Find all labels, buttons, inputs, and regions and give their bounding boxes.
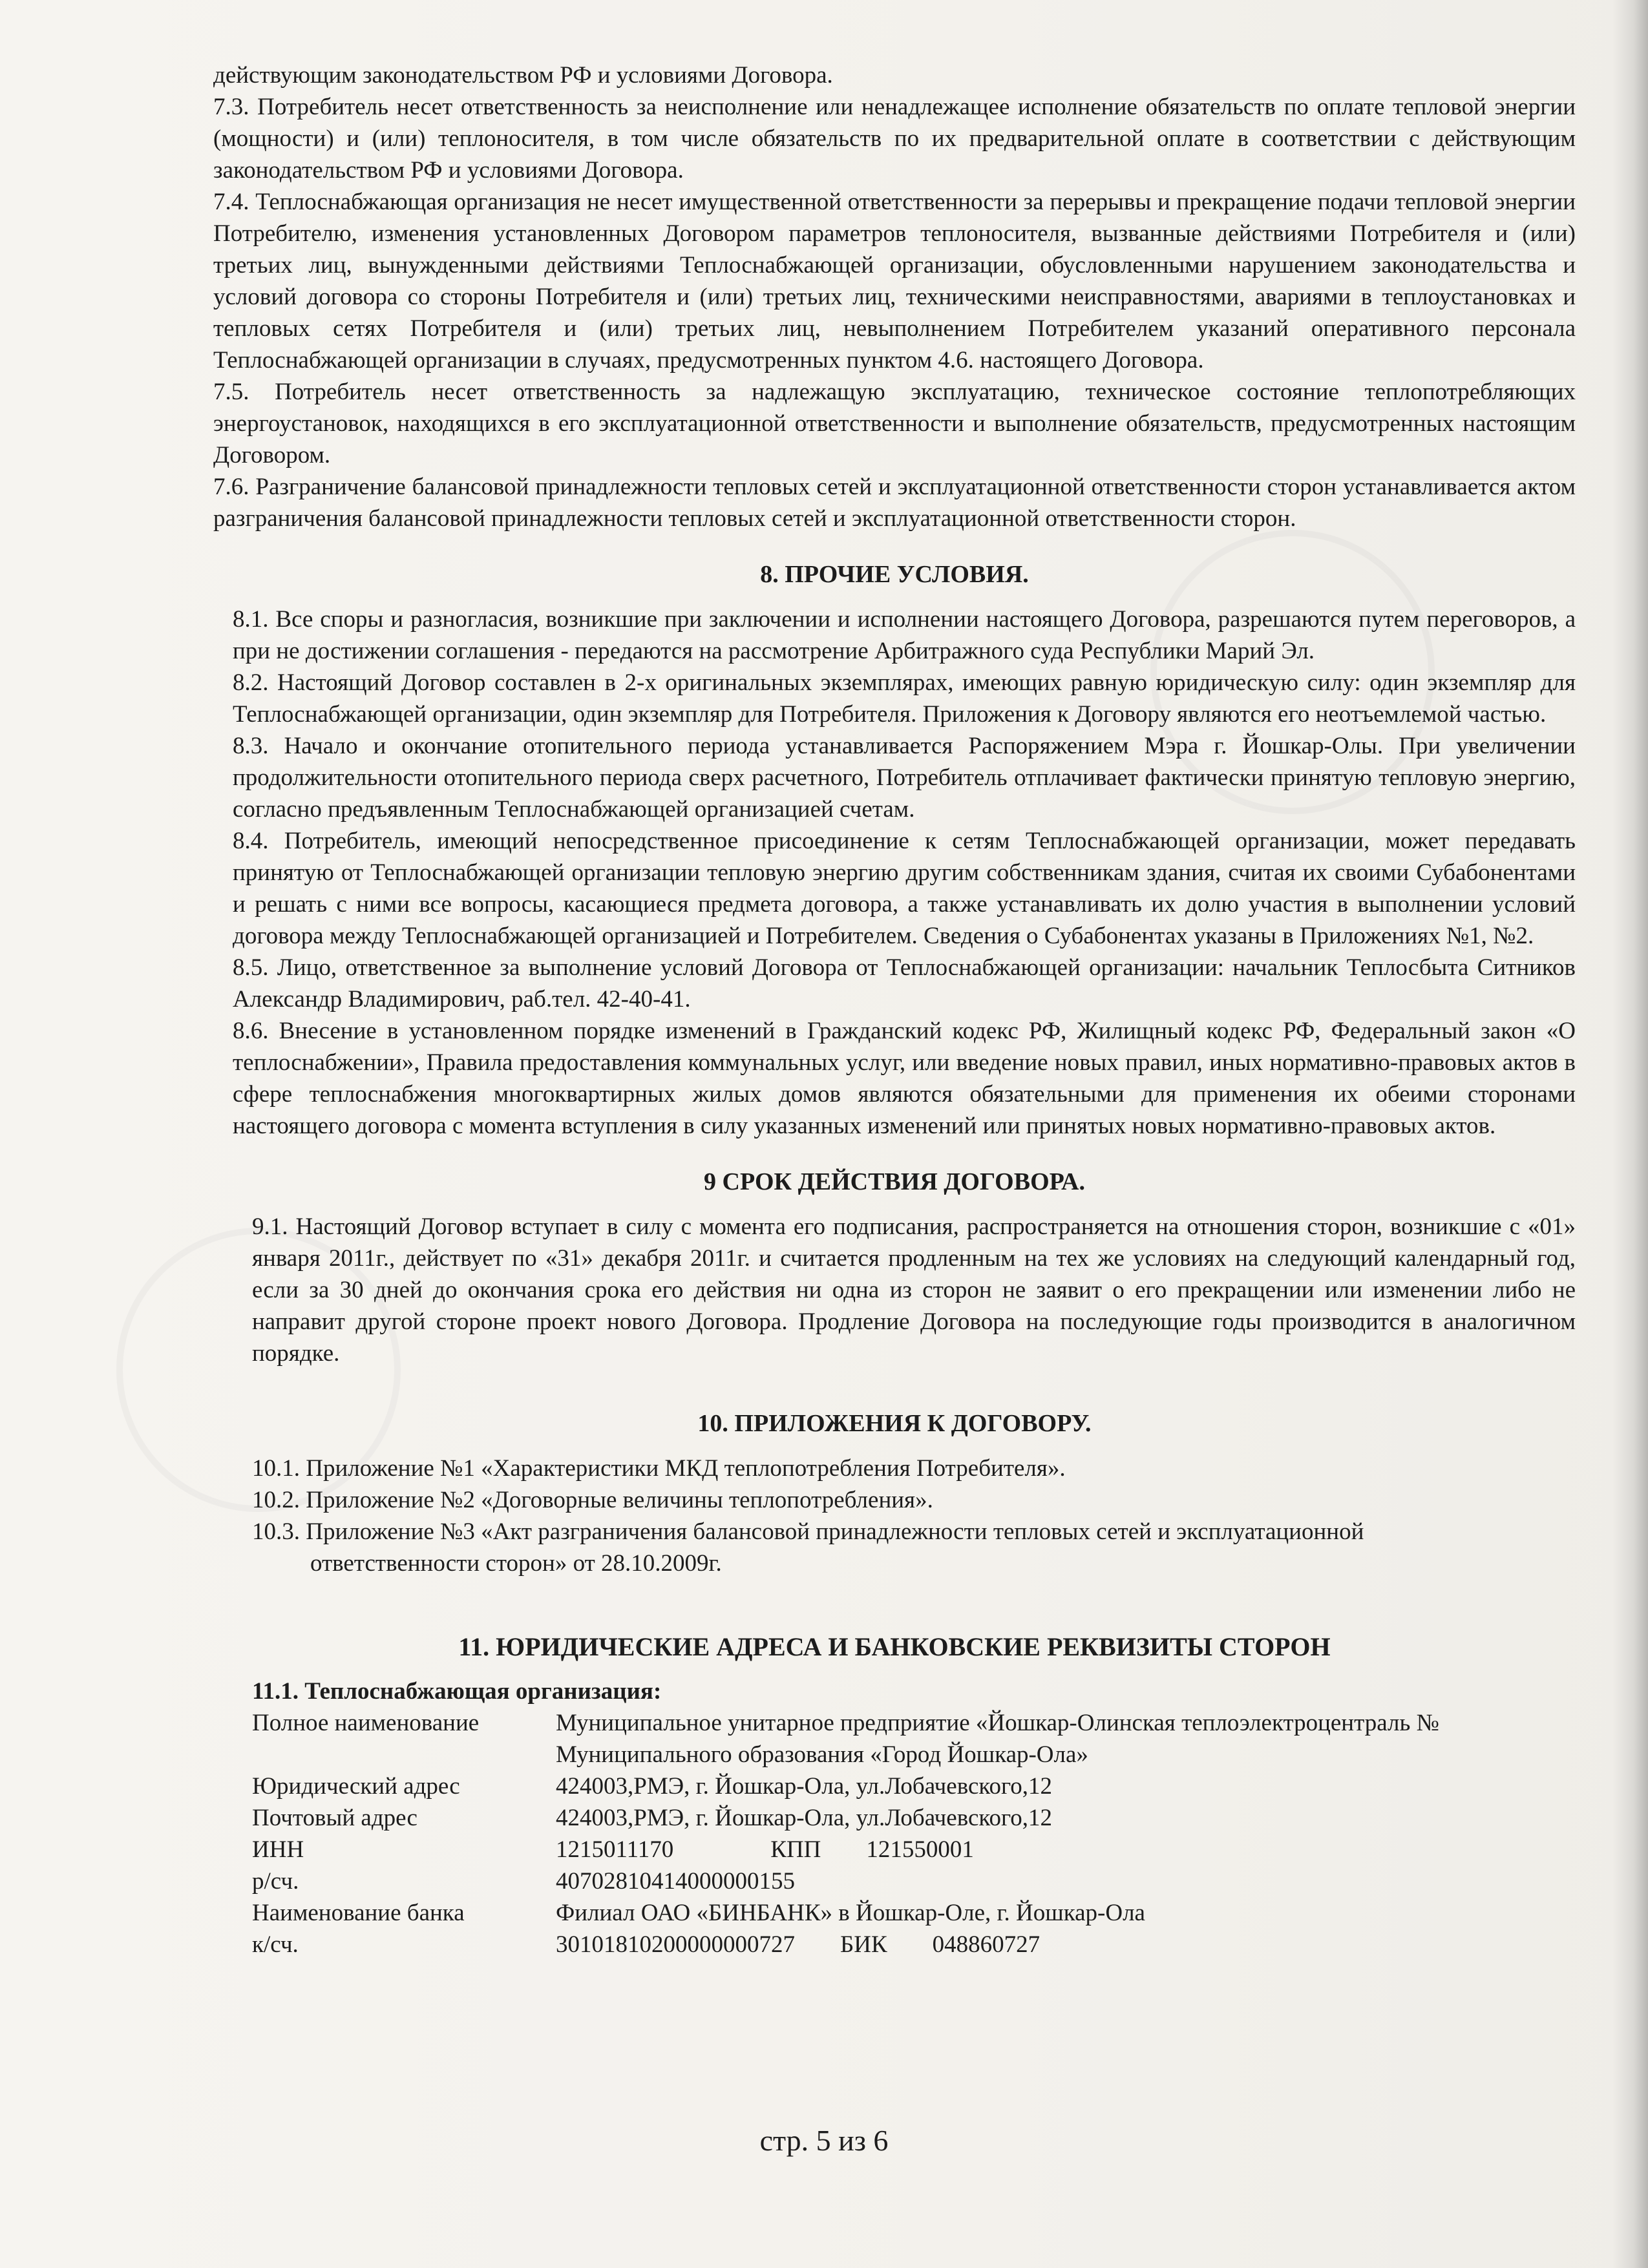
requisite-label: Полное наименование [252, 1710, 480, 1736]
paragraph: 7.5. Потребитель несет ответственность за надлежащую эксплуатацию, техническое состояние теплопотребляющих энергоустановок, находящихся в его эксплуатационной ответственности и выполнение обязательств, предусмотренных настоящим Договором. [213, 379, 1576, 468]
section-title: 11. ЮРИДИЧЕСКИЕ АДРЕСА И БАНКОВСКИЕ РЕКВИЗИТЫ СТОРОН [458, 1632, 1331, 1661]
paragraph: действующим законодательством РФ и условиями Договора. [213, 62, 833, 89]
ks-value: 30101810200000000727 [556, 1931, 795, 1958]
list-item: 10.3. Приложение №3 «Акт разграничения балансовой принадлежности тепловых сетей и эксплуатационной [252, 1518, 1364, 1545]
requisite-label: Наименование банка [252, 1900, 465, 1926]
paragraph: 8.6. Внесение в установленном порядке изменений в Гражданский кодекс РФ, Жилищный кодекс РФ, Федеральный закон «О теплоснабжении», Правила предоставления коммунальных услуг, или введение новых правил, иных нормативно-правовых актов в сфере теплоснабжения многоквартирных жилых домов являются обязательными для применения их обеими сторонами настоящего договора с момента вступления в силу указанных изменений или принятых новых нормативно-правовых актов. [233, 1018, 1576, 1139]
list-item: 10.2. Приложение №2 «Договорные величины теплопотребления». [252, 1487, 933, 1513]
paragraph: 8.2. Настоящий Договор составлен в 2-х оригинальных экземплярах, имеющих равную юридическую силу: один экземпляр для Теплоснабжающей организации, один экземпляр для Потребителя. Приложения к Договору являются его неотъемлемой частью. [233, 669, 1576, 728]
requisite-label: к/сч. [252, 1931, 299, 1958]
paragraph: 8.1. Все споры и разногласия, возникшие при заключении и исполнении настоящего Договора, разрешаются путем переговоров, а при не достижении соглашения - передаются на рассмотрение Арбитражного суда Республики Марий Эл. [233, 606, 1576, 664]
requisite-value: Муниципального образования «Город Йошкар-Ола» [556, 1741, 1088, 1768]
list-item: 10.1. Приложение №1 «Характеристики МКД теплопотребления Потребителя». [252, 1455, 1066, 1482]
requisite-label: р/сч. [252, 1868, 299, 1895]
paragraph: 8.5. Лицо, ответственное за выполнение условий Договора от Теплоснабжающей организации: начальник Теплосбыта Ситников Александр Владимирович, раб.тел. 42-40-41. [233, 954, 1576, 1013]
requisite-value: Муниципальное унитарное предприятие «Йошкар-Олинская теплоэлектроцентраль № [556, 1710, 1439, 1736]
document-body [213, 59, 1576, 1960]
inn-value: 1215011170 [556, 1836, 674, 1863]
requisite-value: 424003,РМЭ, г. Йошкар-Ола, ул.Лобачевского,12 [556, 1773, 1052, 1800]
paragraph: 7.6. Разграничение балансовой принадлежности тепловых сетей и эксплуатационной ответственности сторон устанавливается актом разграничения балансовой принадлежности тепловых сетей и эксплуатационной ответственности сторон. [213, 474, 1576, 532]
kpp-value: 121550001 [866, 1836, 974, 1863]
section-title: 10. ПРИЛОЖЕНИЯ К ДОГОВОРУ. [697, 1410, 1092, 1437]
paragraph: 9.1. Настоящий Договор вступает в силу с момента его подписания, распространяется на отношения сторон, возникшие с «01» января 2011г., действует по «31» декабря 2011г. и считается продленным на тех же условиях на следующий календарный год, если за 30 дней до окончания срока его действия ни одна из сторон не заявит о его прекращении или изменении либо не направит другой стороне проект нового Договора. Продление Договора на последующие годы производится в аналогичном порядке. [252, 1213, 1576, 1367]
paragraph: 8.4. Потребитель, имеющий непосредственное присоединение к сетям Теплоснабжающей организации, может передавать принятую от Теплоснабжающей организации тепловую энергию другим собственникам здания, считая их своими Субабонентами и решать с ними все вопросы, касающиеся предмета договора, а также устанавливать их долю участия в выполнении условий договора между Теплоснабжающей организацией и Потребителем. Сведения о Субабонентах указаны в Приложениях №1, №2. [233, 828, 1576, 949]
requisite-label: Почтовый адрес [252, 1805, 417, 1831]
requisite-value-row [556, 1929, 1576, 1960]
requisite-value-row [556, 1834, 1576, 1865]
section-9 [213, 1211, 1576, 1369]
page-fold-shadow [1612, 0, 1648, 2268]
bik-label: БИК [840, 1931, 887, 1958]
requisite-label: ИНН [252, 1836, 304, 1863]
requisites-table [213, 1707, 1576, 1960]
kpp-label: КПП [770, 1836, 821, 1863]
list-item-continuation: ответственности сторон» от 28.10.2009г. [310, 1550, 722, 1577]
page-number: стр. 5 из 6 [759, 2124, 889, 2157]
section-10 [213, 1453, 1576, 1579]
requisite-label: Юридический адрес [252, 1773, 460, 1800]
bik-value: 048860727 [932, 1931, 1041, 1958]
section-8 [213, 604, 1576, 1142]
requisite-value: 424003,РМЭ, г. Йошкар-Ола, ул.Лобачевского,12 [556, 1805, 1052, 1831]
section-title: 9 СРОК ДЕЙСТВИЯ ДОГОВОРА. [704, 1168, 1085, 1195]
requisite-value: 40702810414000000155 [556, 1868, 795, 1895]
paragraph: 7.3. Потребитель несет ответственность за неисполнение или ненадлежащее исполнение обязательств по оплате тепловой энергии (мощности) и (или) теплоносителя, в том числе обязательств по их предварительной оплате в соответствии с действующим законодательством РФ и условиями Договора. [213, 94, 1576, 184]
requisites-subtitle: 11.1. Теплоснабжающая организация: [252, 1678, 662, 1705]
section-title: 8. ПРОЧИЕ УСЛОВИЯ. [760, 561, 1029, 588]
requisite-value: Филиал ОАО «БИНБАНК» в Йошкар-Оле, г. Йошкар-Ола [556, 1900, 1145, 1926]
paragraph: 7.4. Теплоснабжающая организация не несет имущественной ответственности за перерывы и прекращение подачи тепловой энергии Потребителю, изменения установленных Договором параметров теплоносителя, вызванные действиями Потребителя и (или) третьих лиц, вынужденными действиями Теплоснабжающей организации, обусловленными нарушением законодательства и условий договора со стороны Потребителя и (или) третьих лиц, техническими неисправностями, авариями в теплоустановках и тепловых сетях Потребителя и (или) третьих лиц, невыполнением Потребителем указаний оперативного персонала Теплоснабжающей организации в случаях, предусмотренных пунктом 4.6. настоящего Договора. [213, 189, 1576, 373]
paragraph: 8.3. Начало и окончание отопительного периода устанавливается Распоряжением Мэра г. Йошкар-Олы. При увеличении продолжительности отопительного периода сверх расчетного, Потребитель отплачивает фактически принятую тепловую энергию, согласно предъявленным Теплоснабжающей организацией счетам. [233, 733, 1576, 823]
